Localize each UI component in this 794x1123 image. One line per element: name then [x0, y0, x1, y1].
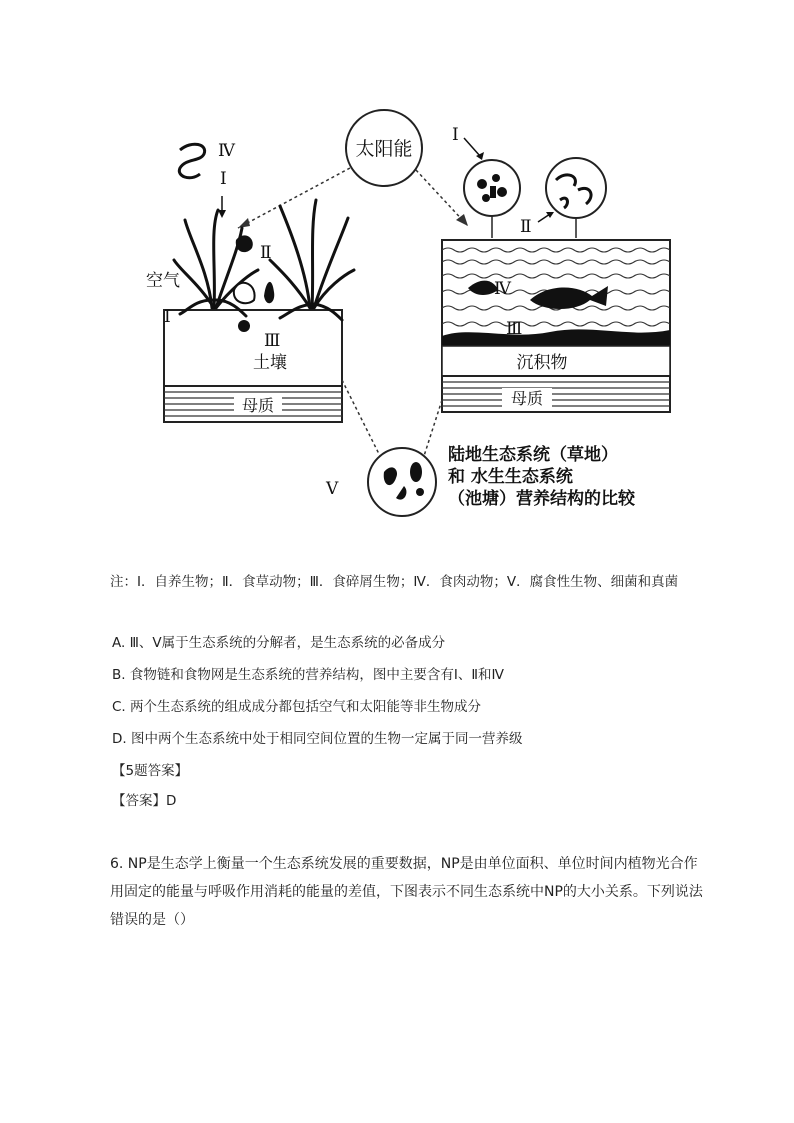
dotted-left-to-V	[342, 380, 380, 456]
decomposer-circle	[368, 448, 436, 516]
herbivore-outline	[234, 283, 255, 303]
carnivore-bird	[179, 144, 204, 178]
herbivore-2	[264, 282, 274, 303]
answer-section-heading: 【5题答案】	[112, 763, 189, 779]
label-III-left: Ⅲ	[264, 331, 281, 351]
dotted-right-to-V	[424, 400, 442, 456]
question-6: 6. NP是生态学上衡量一个生态系统发展的重要数据，NP是由单位面积、单位时间内植物光合作用固定的能量与呼吸作用消耗的能量的差值，下图表示不同生态系统中NP的大小关系。下列说法错误的是（）	[110, 856, 703, 928]
ecosystem-figure	[130, 100, 690, 530]
label-IV-left: Ⅳ	[218, 141, 235, 161]
label-I-right: Ⅰ	[452, 125, 459, 145]
zooplankton-circle	[546, 158, 606, 218]
option-d: D. 图中两个生态系统中处于相同空间位置的生物一定属于同一营养级	[112, 731, 523, 747]
label-II-left: Ⅱ	[260, 243, 272, 263]
air-label: 空气	[146, 271, 180, 291]
parent-label-left: 母质	[241, 396, 275, 415]
caption-line2: 和 水生生态系统	[448, 467, 573, 487]
grass-plant-right	[270, 200, 354, 320]
pointer-I-right	[464, 138, 480, 156]
arrow-head	[218, 210, 226, 218]
label-V: Ⅴ	[326, 479, 339, 499]
herbivore-shape	[236, 235, 253, 252]
answer-text: 【答案】D	[112, 793, 177, 809]
caption-line3: （池塘）营养结构的比较	[448, 489, 635, 509]
soil-label: 土壤	[253, 353, 287, 373]
soil-box	[164, 310, 342, 386]
arrow-head	[238, 218, 250, 228]
figure-note: 注：Ⅰ．自养生物；Ⅱ．食草动物；Ⅲ．食碎屑生物；Ⅳ．食肉动物；Ⅴ．腐食性生物、细菌和真菌	[110, 574, 679, 590]
label-III-right: Ⅲ	[506, 319, 523, 339]
option-a: A. Ⅲ、Ⅴ属于生态系统的分解者，是生态系统的必备成分	[112, 635, 446, 651]
option-c: C. 两个生态系统的组成成分都包括空气和太阳能等非生物成分	[112, 699, 482, 715]
detritivore-shape	[238, 320, 250, 332]
label-II-right: Ⅱ	[520, 217, 532, 237]
sediment-label: 沉积物	[516, 353, 568, 373]
sun-arrow-left	[238, 168, 350, 228]
ecosystem-diagram	[130, 100, 690, 530]
option-b: B. 食物链和食物网是生态系统的营养结构，图中主要含有Ⅰ、Ⅱ和Ⅳ	[112, 667, 504, 683]
caption-line1: 陆地生态系统（草地）	[448, 445, 618, 465]
label-IV-right: Ⅳ	[494, 279, 511, 299]
label-I-left: Ⅰ	[164, 307, 171, 327]
parent-label-right: 母质	[510, 389, 544, 408]
label-I-plant: Ⅰ	[220, 169, 227, 189]
sun-label: 太阳能	[355, 138, 413, 160]
